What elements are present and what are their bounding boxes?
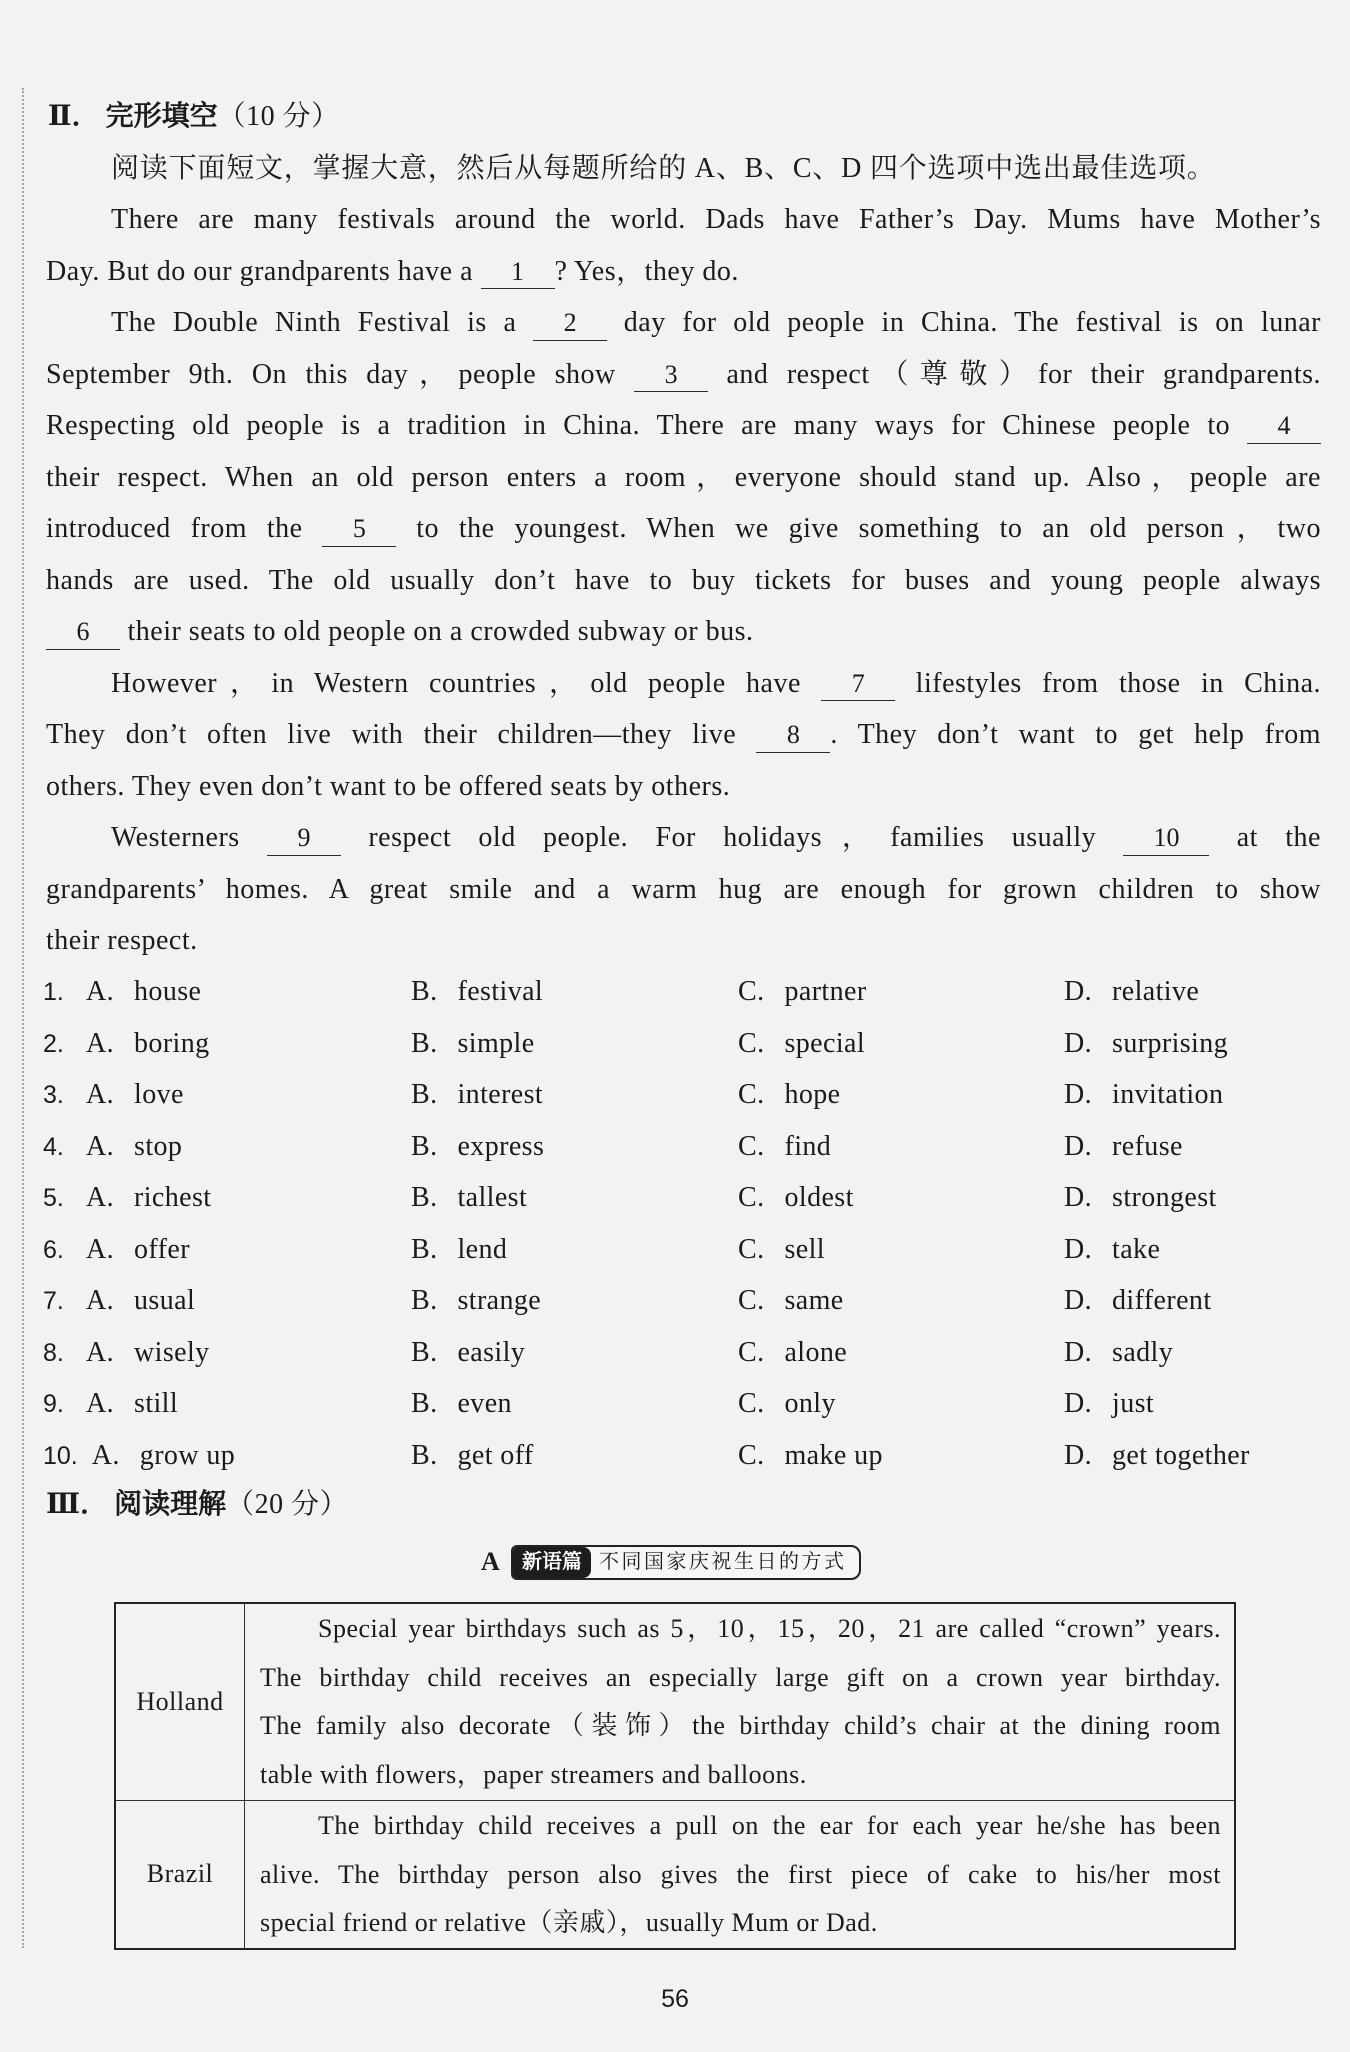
description-line: The birthday child receives a pull on the ear for each year he/she has been: [318, 1811, 1221, 1840]
section-score: （20 分）: [226, 1489, 349, 1520]
blank-4: 4: [1247, 411, 1321, 444]
blank-7: 7: [821, 669, 895, 702]
reading-a-title: 不同国家庆祝生日的方式: [599, 1551, 847, 1573]
option-text: oldest: [784, 1182, 854, 1213]
option-text: boring: [134, 1027, 210, 1059]
option-c: [738, 1224, 825, 1276]
option-text: get together: [1112, 1439, 1250, 1471]
option-letter: A.: [86, 1285, 115, 1316]
option-text: relative: [1112, 976, 1200, 1007]
option-text: take: [1112, 1233, 1161, 1265]
option-d: [1064, 1275, 1212, 1327]
custom-description-cell: [245, 1603, 1236, 1801]
option-letter: A.: [86, 1336, 115, 1368]
reading-a-title-box: [511, 1545, 861, 1580]
passage-line: [46, 349, 1321, 401]
option-c: [738, 1378, 836, 1430]
question-number: 6.: [43, 1235, 64, 1264]
option-row: [0, 1121, 1350, 1173]
passage-text: day for old people in China. The festival is on lunar: [607, 307, 1321, 338]
option-text: just: [1112, 1388, 1155, 1419]
option-letter: D.: [1064, 1285, 1093, 1316]
passage-text: to the youngest. When we give something to an old person，two: [396, 513, 1322, 544]
option-text: alone: [784, 1336, 848, 1368]
passage-line: [46, 246, 1321, 298]
option-letter: B.: [411, 1130, 438, 1162]
option-c: [738, 1275, 844, 1327]
passage-text: lifestyles from those in China.: [895, 667, 1321, 699]
option-c: [738, 1430, 883, 1482]
option-text: usual: [134, 1285, 196, 1316]
passage-text: at the: [1209, 822, 1321, 853]
page-number: 56: [661, 1985, 689, 2013]
blank-9: 9: [267, 823, 341, 856]
description-line: alive. The birthday person also gives the first piece of cake to his/her most: [260, 1859, 1221, 1889]
option-letter: A.: [86, 1388, 115, 1419]
option-text: refuse: [1112, 1130, 1183, 1162]
option-letter: D.: [1064, 1027, 1093, 1059]
passage-text: . They don’t want to get help from: [830, 719, 1322, 750]
cloze-passage: [46, 194, 1321, 967]
passage-text: There are many festivals around the world. Dads have Father’s Day. Mums have Mother’s: [111, 204, 1321, 235]
option-c: [738, 1018, 865, 1070]
option-letter: C.: [738, 976, 765, 1007]
country-cell: Holland: [115, 1603, 245, 1801]
option-text: only: [784, 1388, 836, 1419]
option-letter: C.: [738, 1233, 765, 1265]
option-letter: C.: [738, 1336, 765, 1368]
passage-text: grandparents’ homes. A great smile and a warm hug are enough for grown children to show: [46, 873, 1321, 905]
section-numeral: Ⅱ．: [48, 101, 100, 132]
option-letter: D.: [1064, 1388, 1093, 1419]
option-letter: A.: [86, 1130, 115, 1162]
passage-line: [46, 812, 1321, 864]
option-text: even: [457, 1388, 512, 1419]
option-d: [1064, 1018, 1228, 1070]
option-text: sadly: [1112, 1336, 1174, 1368]
option-d: [1064, 1224, 1160, 1276]
option-d: [1064, 1172, 1217, 1224]
section-numeral: Ⅲ．: [46, 1489, 109, 1520]
question-number: 9.: [43, 1390, 64, 1418]
blank-8: 8: [756, 720, 830, 753]
option-text: find: [784, 1130, 832, 1162]
passage-line: [46, 452, 1321, 504]
option-a: [43, 1378, 178, 1430]
table-row: [115, 1801, 1235, 1949]
description-line: special friend or relative（亲戚），usually Mum or Dad.: [260, 1908, 878, 1937]
option-a: [43, 1327, 210, 1379]
option-text: interest: [457, 1079, 544, 1110]
passage-line: [46, 606, 1321, 658]
section-title: 阅读理解: [114, 1489, 227, 1520]
description-line: The birthday child receives an especially large gift on a crown year birthday.: [260, 1662, 1221, 1692]
option-text: strange: [457, 1285, 542, 1316]
option-letter: B.: [411, 1233, 438, 1265]
passage-text: introduced from the: [46, 513, 323, 544]
option-b: [411, 1378, 512, 1430]
passage-text: respect old people. For holidays，families usually: [341, 822, 1124, 853]
option-letter: B.: [411, 976, 438, 1007]
option-row: [0, 1069, 1350, 1121]
question-number: 8.: [43, 1338, 64, 1367]
passage-text: and respect（尊敬）for their grandparents.: [708, 358, 1321, 390]
option-letter: A.: [86, 1233, 115, 1265]
option-a: [43, 1224, 190, 1276]
passage-line: [46, 400, 1321, 452]
option-letter: C.: [738, 1130, 765, 1162]
option-text: stop: [134, 1130, 183, 1162]
option-row: [0, 1275, 1350, 1327]
option-letter: C.: [738, 1079, 765, 1110]
passage-text: their respect.: [46, 925, 198, 956]
option-letter: A.: [86, 976, 115, 1007]
option-letter: D.: [1064, 1130, 1093, 1162]
option-letter: B.: [411, 1439, 438, 1471]
option-letter: C.: [738, 1439, 765, 1471]
question-number: 4.: [43, 1132, 64, 1161]
option-c: [738, 1172, 854, 1224]
cloze-options: [0, 966, 1350, 1481]
passage-line: [46, 503, 1321, 555]
option-text: get off: [457, 1439, 534, 1471]
cloze-instruction: 阅读下面短文，掌握大意，然后从每题所给的 A、B、C、D 四个选项中选出最佳选项。: [111, 153, 1216, 184]
option-letter: A.: [91, 1439, 120, 1471]
option-b: [411, 1121, 544, 1173]
option-d: [1064, 966, 1199, 1018]
option-letter: B.: [411, 1285, 438, 1316]
option-text: wisely: [134, 1336, 210, 1368]
option-letter: B.: [411, 1388, 438, 1419]
blank-10: 10: [1123, 823, 1209, 856]
option-a: [43, 1121, 182, 1173]
passage-text: Westerners: [111, 822, 268, 853]
option-letter: B.: [411, 1027, 438, 1059]
option-text: make up: [784, 1439, 883, 1471]
option-text: hope: [784, 1079, 841, 1110]
blank-6: 6: [46, 617, 120, 650]
option-text: easily: [457, 1336, 526, 1368]
option-b: [411, 966, 543, 1018]
option-d: [1064, 1327, 1173, 1379]
option-letter: A.: [86, 1182, 115, 1213]
passage-text: September 9th. On this day，people show: [46, 358, 635, 390]
passage-line: [46, 194, 1321, 246]
option-text: richest: [134, 1182, 212, 1213]
passage-line: [46, 915, 1321, 967]
passage-text: Day. But do our grandparents have a: [46, 255, 481, 287]
passage-text: Respecting old people is a tradition in China. There are many ways for Chinese people to: [46, 410, 1247, 441]
passage-text: They don’t often live with their children—they live: [46, 719, 757, 750]
question-number: 7.: [43, 1287, 64, 1315]
question-number: 1.: [43, 978, 64, 1006]
option-c: [738, 1327, 847, 1379]
option-letter: C.: [738, 1182, 765, 1213]
option-b: [411, 1430, 534, 1482]
option-text: special: [784, 1027, 866, 1059]
option-text: grow up: [139, 1439, 236, 1471]
description-line: Special year birthdays such as 5，10，15，20，21 are called “crown” years.: [318, 1614, 1221, 1643]
passage-text: their seats to old people on a crowded subway or bus.: [120, 616, 754, 647]
option-a: [43, 1018, 210, 1070]
passage-line: [46, 658, 1321, 710]
section-iii-heading: [46, 1479, 348, 1531]
option-text: partner: [784, 976, 867, 1007]
option-c: [738, 1069, 841, 1121]
description-line: table with flowers，paper streamers and balloons.: [260, 1759, 807, 1789]
option-letter: D.: [1064, 1439, 1093, 1471]
option-row: [0, 1018, 1350, 1070]
option-text: different: [1112, 1285, 1212, 1316]
option-text: invitation: [1112, 1079, 1224, 1110]
option-text: simple: [457, 1027, 535, 1059]
section-title: 完形填空: [105, 101, 218, 132]
option-row: [0, 1327, 1350, 1379]
passage-text: However，in Western countries，old people have: [111, 667, 822, 699]
option-letter: B.: [411, 1079, 438, 1110]
option-row: [0, 966, 1350, 1018]
option-a: [43, 1172, 211, 1224]
option-letter: D.: [1064, 976, 1093, 1007]
option-a: [43, 1430, 235, 1482]
option-letter: D.: [1064, 1233, 1093, 1265]
option-row: [0, 1172, 1350, 1224]
option-text: offer: [134, 1233, 190, 1265]
option-a: [43, 1069, 184, 1121]
passage-line: [46, 761, 1321, 813]
blank-2: 2: [533, 308, 607, 341]
option-a: [43, 966, 201, 1018]
option-text: sell: [784, 1233, 825, 1265]
passage-text: The Double Ninth Festival is a: [111, 307, 534, 338]
question-number: 2.: [43, 1029, 64, 1058]
option-c: [738, 966, 867, 1018]
blank-3: 3: [634, 360, 708, 393]
question-number: 5.: [43, 1184, 64, 1212]
blank-1: 1: [481, 257, 555, 290]
option-letter: C.: [738, 1027, 765, 1059]
option-row: [0, 1430, 1350, 1482]
table-row: [115, 1603, 1235, 1801]
reading-a-label: A: [481, 1547, 500, 1576]
option-d: [1064, 1069, 1223, 1121]
option-text: same: [784, 1285, 844, 1316]
option-text: tallest: [457, 1182, 528, 1213]
birthday-customs-table: [114, 1602, 1236, 1950]
section-score: （10 分）: [217, 101, 340, 132]
option-row: [0, 1378, 1350, 1430]
country-cell: Brazil: [115, 1801, 245, 1949]
option-letter: A.: [86, 1079, 115, 1110]
question-number: 10.: [43, 1441, 78, 1470]
passage-line: [46, 555, 1321, 607]
passage-line: [46, 297, 1321, 349]
passage-line: [46, 864, 1321, 916]
option-letter: D.: [1064, 1079, 1093, 1110]
option-row: [0, 1224, 1350, 1276]
option-b: [411, 1327, 525, 1379]
passage-text: ? Yes，they do.: [554, 255, 739, 287]
option-letter: C.: [738, 1285, 765, 1316]
option-letter: B.: [411, 1336, 438, 1368]
option-letter: D.: [1064, 1336, 1093, 1368]
option-b: [411, 1275, 541, 1327]
option-text: house: [134, 976, 202, 1007]
option-text: still: [134, 1388, 179, 1419]
blank-5: 5: [322, 514, 396, 547]
option-text: love: [134, 1079, 184, 1110]
option-c: [738, 1121, 831, 1173]
passage-text: others. They even don’t want to be offered seats by others.: [46, 770, 731, 802]
option-d: [1064, 1378, 1154, 1430]
passage-text: hands are used. The old usually don’t have to buy tickets for buses and young people always: [46, 564, 1321, 596]
option-letter: D.: [1064, 1182, 1093, 1213]
option-text: strongest: [1112, 1182, 1217, 1213]
option-d: [1064, 1121, 1183, 1173]
option-letter: B.: [411, 1182, 438, 1213]
option-a: [43, 1275, 195, 1327]
option-text: festival: [457, 976, 544, 1007]
option-d: [1064, 1430, 1250, 1482]
passage-line: [46, 709, 1321, 761]
option-b: [411, 1069, 543, 1121]
question-number: 3.: [43, 1081, 64, 1109]
section-ii-heading: [48, 91, 340, 143]
option-text: express: [457, 1130, 545, 1162]
option-text: lend: [457, 1233, 508, 1265]
custom-description-cell: [245, 1801, 1236, 1949]
option-text: surprising: [1112, 1027, 1229, 1059]
option-b: [411, 1172, 527, 1224]
option-letter: C.: [738, 1388, 765, 1419]
new-passage-tag: 新语篇: [513, 1547, 591, 1578]
option-b: [411, 1018, 535, 1070]
option-b: [411, 1224, 507, 1276]
option-letter: A.: [86, 1027, 115, 1059]
description-line: The family also decorate（装饰）the birthday child’s chair at the dining room: [260, 1711, 1221, 1740]
passage-text: their respect. When an old person enters a room，everyone should stand up. Also，people are: [46, 461, 1321, 493]
